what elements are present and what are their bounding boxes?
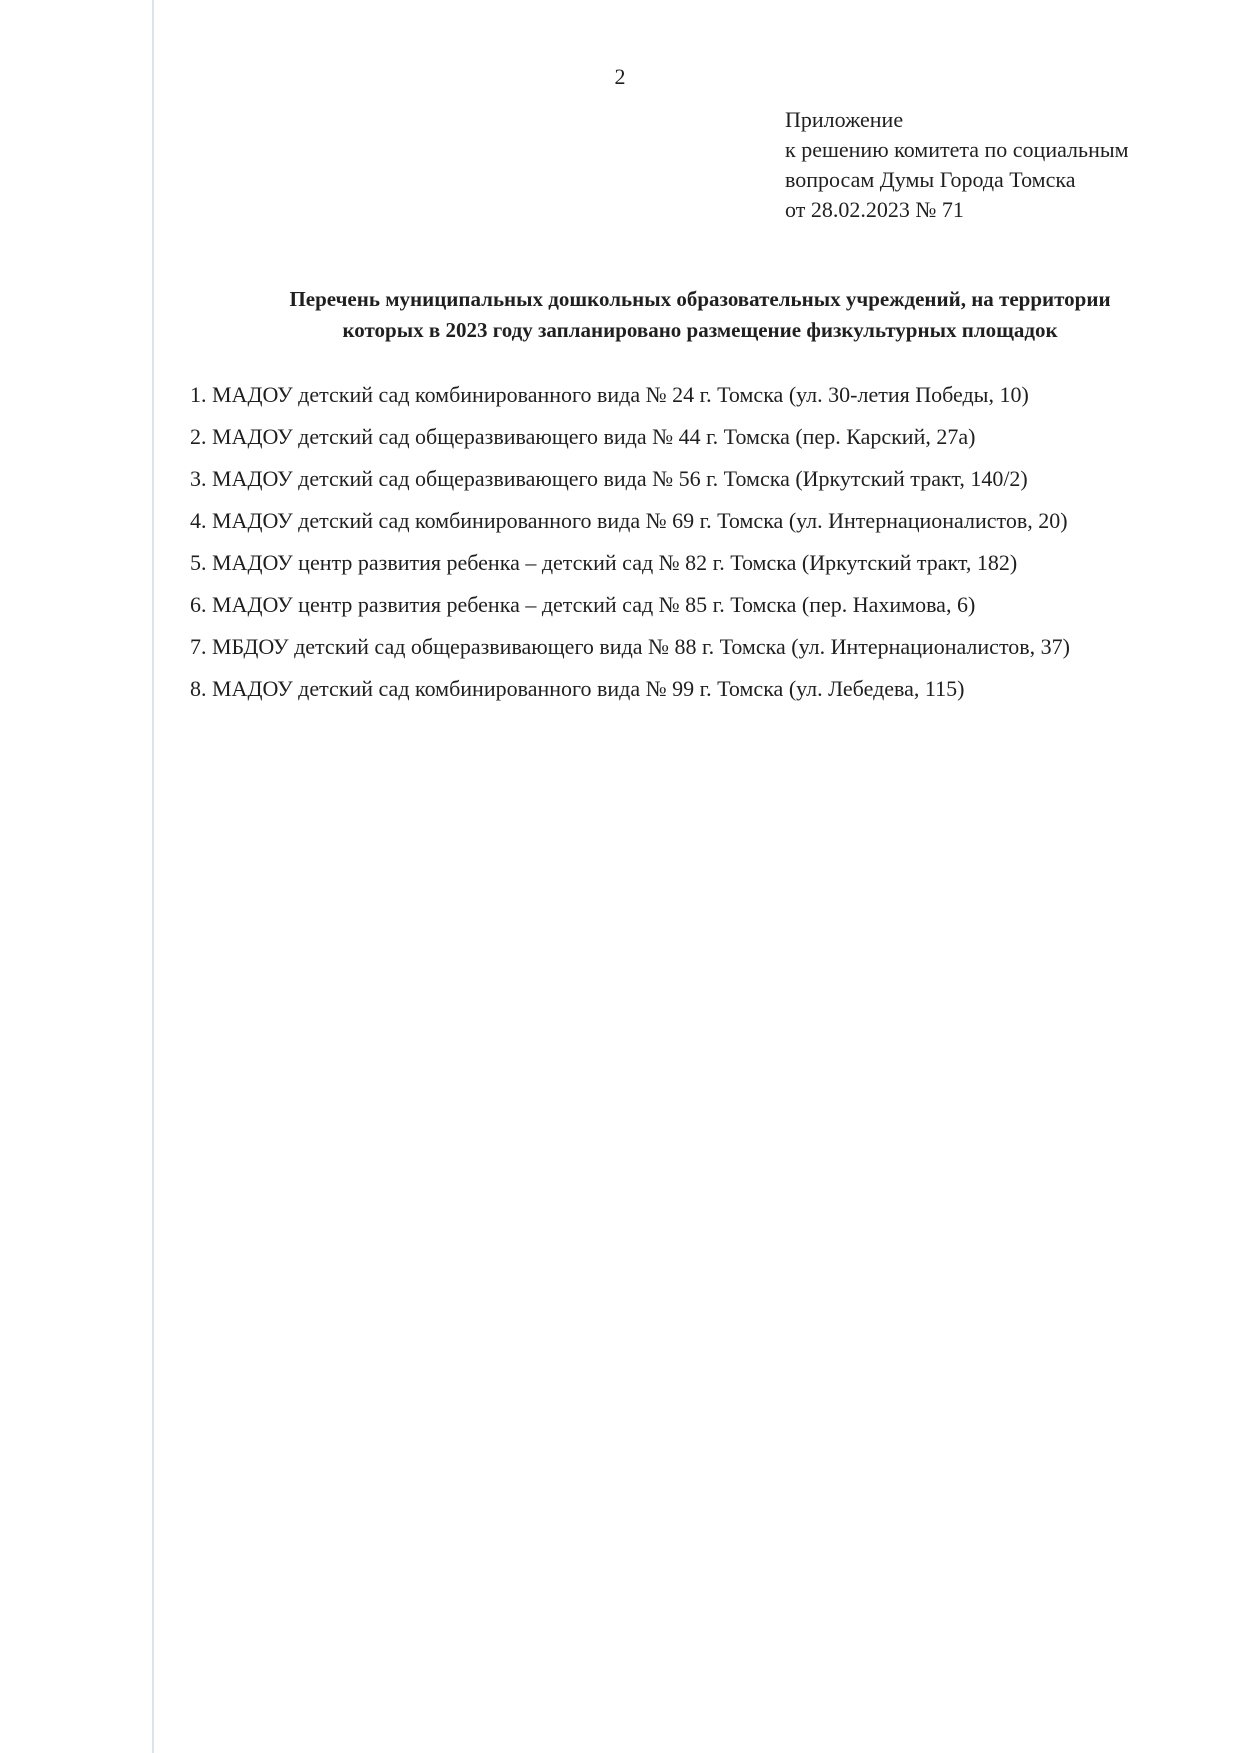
list-item: 8. МАДОУ детский сад комбинированного вида № 99 г. Томска (ул. Лебедева, 115): [190, 676, 965, 701]
title-line: Перечень муниципальных дошкольных образовательных учреждений, на территории: [289, 287, 1111, 311]
list-item: 6. МАДОУ центр развития ребенка – детский сад № 85 г. Томска (пер. Нахимова, 6): [190, 592, 976, 617]
list-item: 5. МАДОУ центр развития ребенка – детский сад № 82 г. Томска (Иркутский тракт, 182): [190, 550, 1018, 575]
list-item: 4. МАДОУ детский сад комбинированного вида № 69 г. Томска (ул. Интернационалистов, 20): [190, 508, 1068, 533]
title-line: которых в 2023 году запланировано размещение физкультурных площадок: [342, 318, 1058, 342]
appendix-line: Приложение: [785, 107, 904, 132]
list-item: 3. МАДОУ детский сад общеразвивающего вида № 56 г. Томска (Иркутский тракт, 140/2): [190, 466, 1028, 491]
list-item: 7. МБДОУ детский сад общеразвивающего вида № 88 г. Томска (ул. Интернационалистов, 37): [190, 634, 1070, 659]
appendix-line: вопросам Думы Города Томска: [785, 167, 1076, 192]
list-item: 2. МАДОУ детский сад общеразвивающего вида № 44 г. Томска (пер. Карский, 27а): [190, 424, 976, 449]
document-title: [190, 284, 1210, 346]
appendix-line: к решению комитета по социальным: [785, 137, 1129, 162]
page-number: 2: [614, 64, 626, 89]
institutions-list: [190, 374, 1070, 710]
scan-edge-line: [152, 0, 154, 1753]
appendix-header: [785, 105, 1129, 225]
list-item: 1. МАДОУ детский сад комбинированного вида № 24 г. Томска (ул. 30-летия Победы, 10): [190, 382, 1029, 407]
appendix-line: от 28.02.2023 № 71: [785, 197, 964, 222]
